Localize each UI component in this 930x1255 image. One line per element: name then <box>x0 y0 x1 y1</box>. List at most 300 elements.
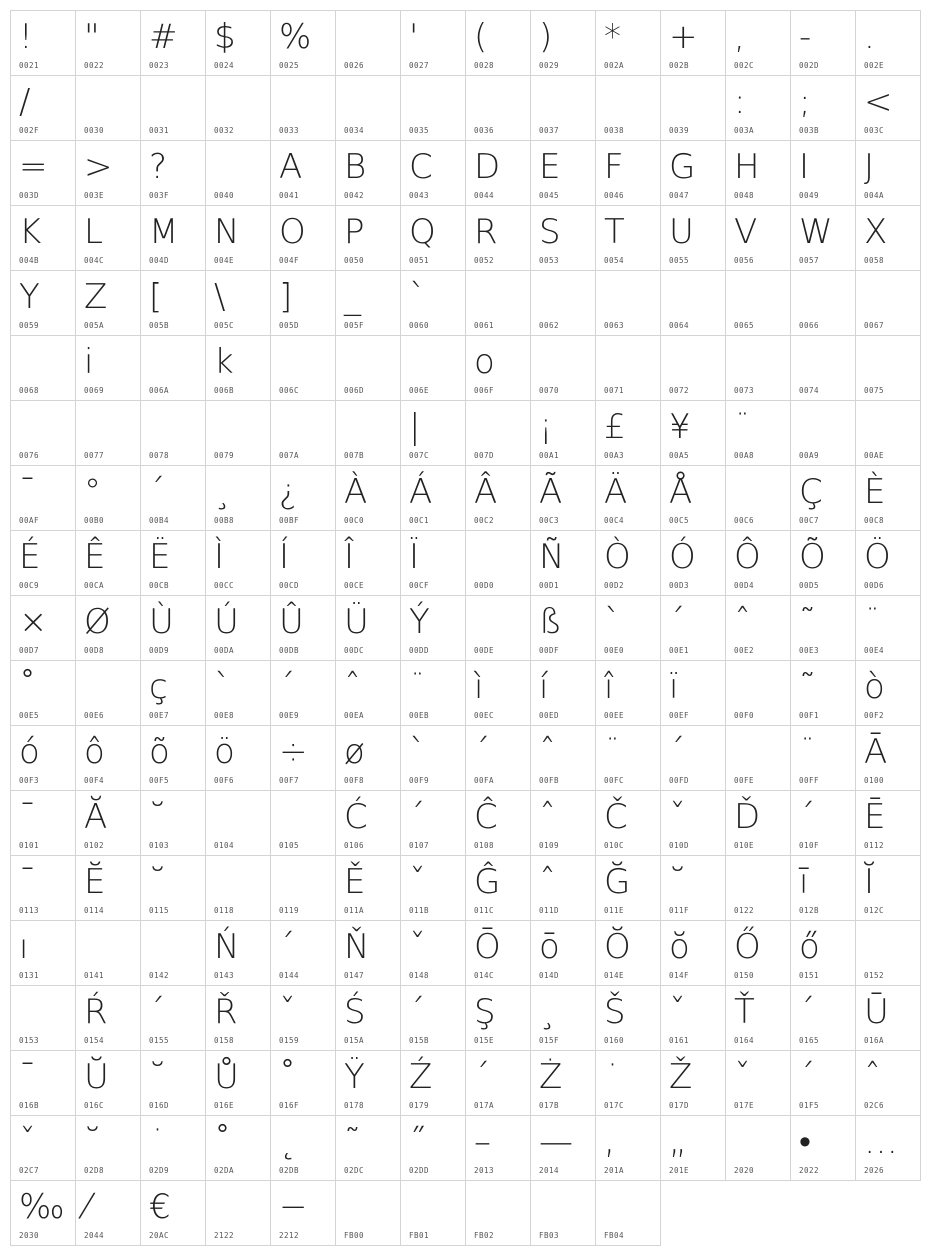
glyph-codepoint-label: 00CF <box>409 581 430 590</box>
glyph-codepoint-label: 0078 <box>149 451 170 460</box>
glyph-character: ˊ <box>669 602 686 642</box>
glyph-character: ˚ <box>279 1057 296 1097</box>
glyph-codepoint-label: 0114 <box>84 906 105 915</box>
glyph-character: ˛ <box>279 1122 296 1162</box>
glyph-codepoint-label: 0039 <box>669 126 690 135</box>
glyph-codepoint-label: 00CA <box>84 581 105 590</box>
glyph-cell <box>270 75 336 141</box>
glyph-cell <box>140 595 206 661</box>
glyph-codepoint-label: 02C6 <box>864 1101 885 1110</box>
glyph-cell <box>465 920 531 986</box>
glyph-character: – <box>474 1122 491 1162</box>
glyph-codepoint-label: 002F <box>19 126 40 135</box>
glyph-cell <box>10 920 76 986</box>
glyph-cell <box>10 1115 76 1181</box>
glyph-character: ¨ <box>409 667 426 707</box>
glyph-codepoint-label: 00FD <box>669 776 690 785</box>
glyph-codepoint-label: 016A <box>864 1036 885 1045</box>
glyph-cell <box>400 1050 466 1116</box>
glyph-cell <box>10 530 76 596</box>
glyph-cell <box>855 790 921 856</box>
glyph-character: ˊ <box>409 797 426 837</box>
glyph-cell <box>595 985 661 1051</box>
glyph-character: õ <box>149 732 170 772</box>
glyph-cell <box>270 595 336 661</box>
glyph-codepoint-label: 00E4 <box>864 646 885 655</box>
glyph-cell <box>205 270 271 336</box>
glyph-cell <box>10 75 76 141</box>
glyph-character: Á <box>409 472 433 512</box>
glyph-character: • <box>799 1122 811 1162</box>
glyph-codepoint-label: 0052 <box>474 256 495 265</box>
glyph-character: ¨ <box>799 732 816 772</box>
glyph-codepoint-label: 2014 <box>539 1166 560 1175</box>
glyph-character: V <box>734 212 758 252</box>
glyph-character: + <box>669 17 698 57</box>
glyph-cell <box>725 660 791 726</box>
glyph-codepoint-label: 011A <box>344 906 365 915</box>
glyph-codepoint-label: 010C <box>604 841 625 850</box>
glyph-codepoint-label: 00F5 <box>149 776 170 785</box>
glyph-cell <box>660 335 726 401</box>
glyph-cell <box>400 75 466 141</box>
glyph-codepoint-label: 006F <box>474 386 495 395</box>
glyph-codepoint-label: 014C <box>474 971 495 980</box>
glyph-character: ˊ <box>799 797 816 837</box>
glyph-character: G <box>669 147 696 187</box>
glyph-codepoint-label: 002C <box>734 61 755 70</box>
glyph-codepoint-label: 005B <box>149 321 170 330</box>
glyph-cell <box>75 790 141 856</box>
glyph-cell <box>725 465 791 531</box>
glyph-codepoint-label: 0118 <box>214 906 235 915</box>
glyph-codepoint-label: 02D8 <box>84 1166 105 1175</box>
glyph-codepoint-label: 00C6 <box>734 516 755 525</box>
glyph-codepoint-label: 00D5 <box>799 581 820 590</box>
glyph-character: ˆ <box>539 732 556 772</box>
glyph-character: ˊ <box>409 992 426 1032</box>
glyph-character: ˘ <box>149 862 166 902</box>
glyph-codepoint-label: 011D <box>539 906 560 915</box>
glyph-character: ï <box>669 667 679 707</box>
glyph-cell <box>270 1050 336 1116</box>
glyph-codepoint-label: 0165 <box>799 1036 820 1045</box>
glyph-codepoint-label: 0024 <box>214 61 235 70</box>
glyph-codepoint-label: 00F6 <box>214 776 235 785</box>
glyph-cell <box>205 1115 271 1181</box>
glyph-character: ) <box>539 17 553 57</box>
glyph-codepoint-label: 003C <box>864 126 885 135</box>
glyph-cell <box>75 725 141 791</box>
glyph-character: É <box>19 537 41 577</box>
glyph-cell <box>855 855 921 921</box>
glyph-character: — <box>539 1122 573 1162</box>
glyph-cell <box>595 1180 661 1246</box>
glyph-cell <box>725 985 791 1051</box>
glyph-codepoint-label: 0105 <box>279 841 300 850</box>
glyph-cell <box>660 75 726 141</box>
glyph-codepoint-label: 006B <box>214 386 235 395</box>
glyph-cell <box>270 920 336 986</box>
glyph-character: ˜ <box>799 667 816 707</box>
glyph-cell <box>790 985 856 1051</box>
glyph-cell <box>530 855 596 921</box>
glyph-cell <box>140 1050 206 1116</box>
glyph-character: N <box>214 212 240 252</box>
glyph-codepoint-label: 0154 <box>84 1036 105 1045</box>
glyph-codepoint-label: 0043 <box>409 191 430 200</box>
glyph-codepoint-label: 02DB <box>279 1166 300 1175</box>
glyph-codepoint-label: 00D1 <box>539 581 560 590</box>
glyph-cell <box>205 530 271 596</box>
glyph-character: ˆ <box>344 667 361 707</box>
glyph-codepoint-label: 016E <box>214 1101 235 1110</box>
glyph-codepoint-label: 00C1 <box>409 516 430 525</box>
glyph-cell <box>530 400 596 466</box>
glyph-cell <box>465 140 531 206</box>
glyph-codepoint-label: 0141 <box>84 971 105 980</box>
glyph-cell <box>530 790 596 856</box>
glyph-cell <box>400 530 466 596</box>
glyph-character: ° <box>84 472 101 512</box>
glyph-cell <box>270 270 336 336</box>
glyph-codepoint-label: 0079 <box>214 451 235 460</box>
glyph-codepoint-label: FB03 <box>539 1231 560 1240</box>
glyph-cell <box>10 10 76 76</box>
glyph-codepoint-label: 00AE <box>864 451 885 460</box>
glyph-codepoint-label: 0143 <box>214 971 235 980</box>
glyph-cell <box>10 595 76 661</box>
glyph-cell <box>725 790 791 856</box>
glyph-cell <box>75 1115 141 1181</box>
glyph-cell <box>400 205 466 271</box>
glyph-codepoint-label: 0065 <box>734 321 755 330</box>
glyph-cell <box>790 270 856 336</box>
glyph-character: ˋ <box>604 602 621 642</box>
glyph-cell <box>205 660 271 726</box>
glyph-cell <box>205 985 271 1051</box>
glyph-codepoint-label: 0103 <box>149 841 170 850</box>
glyph-character: W <box>799 212 833 252</box>
glyph-codepoint-label: 0061 <box>474 321 495 330</box>
glyph-character: ò <box>864 667 885 707</box>
glyph-cell <box>140 920 206 986</box>
glyph-codepoint-label: 0150 <box>734 971 755 980</box>
glyph-codepoint-label: 2030 <box>19 1231 40 1240</box>
glyph-character: Õ <box>799 537 826 577</box>
glyph-cell <box>595 660 661 726</box>
glyph-cell <box>530 920 596 986</box>
glyph-cell <box>205 725 271 791</box>
glyph-cell <box>75 75 141 141</box>
glyph-character: ˊ <box>669 732 686 772</box>
glyph-cell <box>10 465 76 531</box>
glyph-codepoint-label: 0042 <box>344 191 365 200</box>
glyph-cell <box>400 1180 466 1246</box>
glyph-codepoint-label: 00EA <box>344 711 365 720</box>
glyph-cell <box>660 790 726 856</box>
glyph-cell <box>465 1115 531 1181</box>
glyph-character: R <box>474 212 498 252</box>
glyph-codepoint-label: 007B <box>344 451 365 460</box>
glyph-character: Ĝ <box>474 862 501 902</box>
glyph-character: Ź <box>409 1057 433 1097</box>
glyph-cell <box>465 1050 531 1116</box>
glyph-cell <box>595 10 661 76</box>
glyph-codepoint-label: 00F3 <box>19 776 40 785</box>
glyph-cell <box>400 400 466 466</box>
glyph-cell <box>660 1115 726 1181</box>
glyph-character: Č <box>604 797 628 837</box>
glyph-cell <box>335 140 401 206</box>
glyph-character: ˋ <box>214 667 231 707</box>
glyph-cell <box>270 335 336 401</box>
glyph-codepoint-label: 0115 <box>149 906 170 915</box>
glyph-character: < <box>864 82 893 122</box>
glyph-codepoint-label: 00F4 <box>84 776 105 785</box>
glyph-codepoint-label: 00D4 <box>734 581 755 590</box>
glyph-character: X <box>864 212 888 252</box>
glyph-cell <box>790 595 856 661</box>
glyph-cell <box>10 660 76 726</box>
glyph-codepoint-label: 016F <box>279 1101 300 1110</box>
glyph-cell <box>465 335 531 401</box>
glyph-character: Ū <box>864 992 889 1032</box>
glyph-character: D <box>474 147 501 187</box>
glyph-cell <box>270 530 336 596</box>
glyph-character: J <box>864 147 875 187</box>
glyph-codepoint-label: 00D0 <box>474 581 495 590</box>
glyph-cell <box>595 920 661 986</box>
glyph-character: ô <box>84 732 105 772</box>
glyph-cell <box>335 920 401 986</box>
glyph-cell <box>335 1115 401 1181</box>
glyph-codepoint-label: 005D <box>279 321 300 330</box>
glyph-cell <box>595 1050 661 1116</box>
glyph-cell <box>530 595 596 661</box>
glyph-cell <box>75 530 141 596</box>
glyph-codepoint-label: 0040 <box>214 191 235 200</box>
glyph-character: Ŭ <box>84 1057 109 1097</box>
glyph-character: Q <box>409 212 436 252</box>
glyph-codepoint-label: 00BF <box>279 516 300 525</box>
glyph-cell <box>465 10 531 76</box>
glyph-cell <box>530 75 596 141</box>
glyph-cell <box>790 205 856 271</box>
glyph-character: Z <box>84 277 108 317</box>
glyph-cell <box>400 855 466 921</box>
glyph-cell <box>10 1050 76 1116</box>
glyph-codepoint-label: 0032 <box>214 126 235 135</box>
glyph-character: Ň <box>344 927 370 967</box>
glyph-codepoint-label: 00EC <box>474 711 495 720</box>
glyph-character: - <box>799 17 812 57</box>
glyph-cell <box>790 465 856 531</box>
glyph-cell <box>400 595 466 661</box>
glyph-cell <box>335 10 401 76</box>
glyph-cell <box>140 400 206 466</box>
glyph-cell <box>205 465 271 531</box>
glyph-codepoint-label: 02D9 <box>149 1166 170 1175</box>
glyph-cell <box>205 1050 271 1116</box>
glyph-character: Ĉ <box>474 797 498 837</box>
glyph-character: ˚ <box>214 1122 231 1162</box>
glyph-cell <box>725 400 791 466</box>
glyph-cell <box>400 1115 466 1181</box>
glyph-codepoint-label: 010E <box>734 841 755 850</box>
glyph-cell <box>205 335 271 401</box>
glyph-cell <box>530 1115 596 1181</box>
glyph-cell <box>140 725 206 791</box>
glyph-cell <box>75 660 141 726</box>
glyph-codepoint-label: 0178 <box>344 1101 365 1110</box>
glyph-character: I <box>799 147 810 187</box>
glyph-cell <box>725 75 791 141</box>
glyph-codepoint-label: 00E1 <box>669 646 690 655</box>
glyph-cell <box>270 205 336 271</box>
glyph-cell <box>530 1050 596 1116</box>
glyph-codepoint-label: 015B <box>409 1036 430 1045</box>
glyph-character: Ō <box>474 927 501 967</box>
glyph-codepoint-label: 00A8 <box>734 451 755 460</box>
glyph-codepoint-label: 015F <box>539 1036 560 1045</box>
glyph-cell <box>400 10 466 76</box>
glyph-character: Ť <box>734 992 755 1032</box>
glyph-character: ¯ <box>19 1057 36 1097</box>
glyph-character: > <box>84 147 113 187</box>
glyph-codepoint-label: 00C5 <box>669 516 690 525</box>
glyph-character: Ä <box>604 472 628 512</box>
glyph-character: Ś <box>344 992 366 1032</box>
glyph-codepoint-label: 00C8 <box>864 516 885 525</box>
glyph-codepoint-label: 0107 <box>409 841 430 850</box>
glyph-codepoint-label: 006C <box>279 386 300 395</box>
glyph-codepoint-label: 012B <box>799 906 820 915</box>
glyph-codepoint-label: 00DB <box>279 646 300 655</box>
glyph-character: T <box>604 212 625 252</box>
glyph-cell <box>205 75 271 141</box>
glyph-character: Ő <box>734 927 761 967</box>
glyph-character: ¥ <box>669 407 691 447</box>
glyph-cell <box>335 335 401 401</box>
glyph-codepoint-label: 0071 <box>604 386 625 395</box>
glyph-cell <box>75 205 141 271</box>
glyph-character: k <box>214 342 234 382</box>
glyph-character: * <box>604 17 621 57</box>
glyph-cell <box>140 660 206 726</box>
glyph-character: o <box>474 342 495 382</box>
glyph-codepoint-label: 002A <box>604 61 625 70</box>
glyph-codepoint-label: 20AC <box>149 1231 170 1240</box>
glyph-cell <box>270 790 336 856</box>
glyph-character: ˇ <box>669 797 686 837</box>
glyph-cell <box>465 1180 531 1246</box>
glyph-character: Ç <box>799 472 823 512</box>
glyph-cell <box>465 660 531 726</box>
glyph-cell <box>595 790 661 856</box>
glyph-cell <box>140 1180 206 1246</box>
glyph-cell <box>465 270 531 336</box>
glyph-codepoint-label: 00DD <box>409 646 430 655</box>
glyph-codepoint-label: 00DA <box>214 646 235 655</box>
glyph-codepoint-label: 00CE <box>344 581 365 590</box>
glyph-character: Ê <box>84 537 106 577</box>
glyph-cell <box>75 1180 141 1246</box>
glyph-character: Ğ <box>604 862 631 902</box>
glyph-codepoint-label: 0161 <box>669 1036 690 1045</box>
glyph-character: Ş <box>474 992 496 1032</box>
glyph-codepoint-label: 00EB <box>409 711 430 720</box>
glyph-codepoint-label: 00D9 <box>149 646 170 655</box>
glyph-cell <box>335 530 401 596</box>
glyph-cell <box>725 530 791 596</box>
glyph-cell <box>270 465 336 531</box>
glyph-character: € <box>149 1187 171 1227</box>
glyph-character: ˙ <box>149 1122 166 1162</box>
glyph-cell <box>335 985 401 1051</box>
glyph-codepoint-label: 004F <box>279 256 300 265</box>
glyph-character: Í <box>279 537 290 577</box>
glyph-cell <box>855 335 921 401</box>
glyph-codepoint-label: 0047 <box>669 191 690 200</box>
glyph-character: ˇ <box>19 1122 36 1162</box>
glyph-cell <box>10 270 76 336</box>
glyph-codepoint-label: 0100 <box>864 776 885 785</box>
glyph-character: . <box>864 17 875 57</box>
glyph-cell <box>660 725 726 791</box>
glyph-character: ? <box>149 147 168 187</box>
glyph-codepoint-label: 0057 <box>799 256 820 265</box>
glyph-character: Ô <box>734 537 761 577</box>
glyph-codepoint-label: 00CB <box>149 581 170 590</box>
glyph-cell <box>140 530 206 596</box>
glyph-codepoint-label: 004B <box>19 256 40 265</box>
glyph-cell <box>465 985 531 1051</box>
glyph-character: Î <box>344 537 355 577</box>
glyph-codepoint-label: 00DC <box>344 646 365 655</box>
glyph-codepoint-label: 007C <box>409 451 430 460</box>
glyph-cell <box>660 660 726 726</box>
glyph-cell <box>595 855 661 921</box>
glyph-cell <box>855 660 921 726</box>
glyph-codepoint-label: 2013 <box>474 1166 495 1175</box>
glyph-cell <box>10 335 76 401</box>
glyph-cell <box>270 660 336 726</box>
glyph-character: ˇ <box>669 992 686 1032</box>
glyph-codepoint-label: 007A <box>279 451 300 460</box>
glyph-codepoint-label: 00DE <box>474 646 495 655</box>
glyph-codepoint-label: 0148 <box>409 971 430 980</box>
glyph-codepoint-label: 010D <box>669 841 690 850</box>
glyph-cell <box>790 660 856 726</box>
glyph-cell <box>530 1180 596 1246</box>
glyph-codepoint-label: 0021 <box>19 61 40 70</box>
glyph-codepoint-label: 0025 <box>279 61 300 70</box>
glyph-codepoint-label: 0142 <box>149 971 170 980</box>
glyph-character: ´ <box>149 472 166 512</box>
glyph-character: Ž <box>669 1057 693 1097</box>
glyph-codepoint-label: 2212 <box>279 1231 300 1240</box>
glyph-codepoint-label: 017D <box>669 1101 690 1110</box>
glyph-codepoint-label: 00EE <box>604 711 625 720</box>
glyph-codepoint-label: 004A <box>864 191 885 200</box>
glyph-cell <box>595 595 661 661</box>
glyph-cell <box>530 530 596 596</box>
glyph-cell <box>465 400 531 466</box>
glyph-cell <box>855 1115 921 1181</box>
glyph-codepoint-label: 00FA <box>474 776 495 785</box>
glyph-character: Ü <box>344 602 369 642</box>
